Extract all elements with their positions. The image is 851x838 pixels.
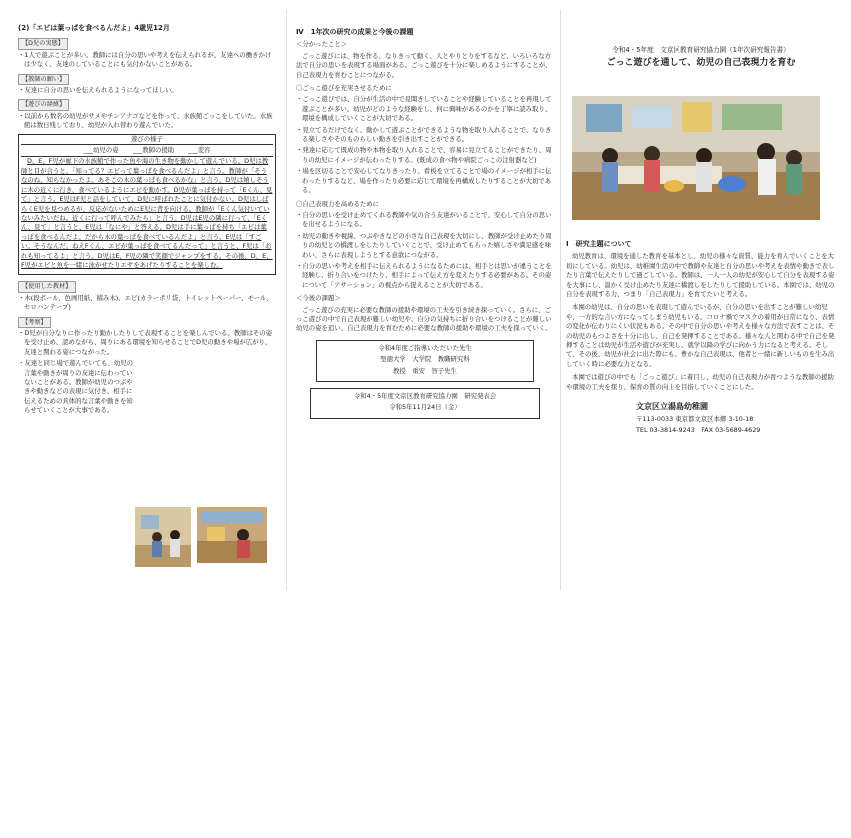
classroom-photo-1 [135,507,191,567]
presentation-box [310,388,540,419]
theme-paragraph-2: 本園の幼児は、自分の思いを表現して遊んでいるが、自分の思いを出すことが難しい幼児や、一方的な言い方になってしまう幼児もいる。コロナ禍でマスクの着用が日常になり、表情の変化が伝わりにくい状況もある。その中で自分の思いや考えを様々な方法で表すことは、その幼児のもつよさを十分に出し、自己を発揮することである。様々な人と関わる中で自己を発揮することは幼児が生活や遊びが充実し、就学以降の学びに向かう力になると考える。そして、その後、幼児が社会に出た際にも、豊かな自己表現は、他者と一緒に新しいものを生み出していく時に必要な力となる。 [566,303,835,368]
school-info [566,402,836,435]
future-text: ごっこ遊びの充実に必要な教師の援助や環境の工夫を引き続き探っていく。さらに、ごっこ遊びの中で自己表現が難しい幼児や、自分の気持ちに折り合いをつけることが難しい幼児の姿を追い、自己表現力を育むために必要な教師の援助や環境の工夫を探っていく。 [296,305,552,333]
legend [21,145,273,157]
future-heading: ＜今後の課題＞ [296,294,341,303]
kousatsu-text-1: ・D児が自分なりに作ったり動かしたりして表現することを楽しんでいる。教師はその姿を受け止め、認めながら、周りにある環境を知らせることでD児の動きや場が広がり、友達と関わる姿につながった。 [18,328,273,356]
advisor-affiliation: 聖徳大学 大学院 教職研究科 [380,355,470,364]
label-kousatsu: 【考察】 [18,317,51,328]
column-divider [286,10,287,590]
report-header: 令和4・5年度 文京区教育研究協力園（1年次研究報告書） [612,46,790,54]
enrich-item: ・見立てるだけでなく、動かして遊ぶことができるような物を取り入れることで、なりきる楽しさやそのものらしい動きを引き出すことができる。 [296,125,552,144]
expression-item: ・自分の思いや考えを相手に伝えられるようになるためには、相手とは思いが違うことを経験し、折り合いをつけたり、相手によって伝え方を変えたりする必要がある。その姿について「アサーション」の視点から捉えることが大切である。 [296,261,552,289]
report-title: ごっこ遊びを通して、幼児の自己表現力を育む [606,58,796,69]
play-episode-box [18,134,276,276]
results-title: Ⅳ 1年次の研究の成果と今後の課題 [296,28,414,36]
negai-text: ・友達に自分の思いを伝えられるようになってほしい。 [18,86,178,95]
legend-child: ___幼児の姿 [83,146,119,155]
advisor-name: 教授 重安 智子先生 [393,366,457,375]
presentation-date: 令和5年11月24日（金） [389,403,461,412]
jittai-text: ・1人で遊ぶことが多い。教師には自分の思いや考えを伝えられるが、友達への働きかけは少なく、友達のしていることにも気付かないことがある。 [18,50,272,69]
label-kyozai: 【使用した教材】 [18,281,76,292]
school-name: 文京区立湯島幼稚園 [636,402,708,412]
findings-heading: ＜分かったこと＞ [296,40,348,49]
legend-teacher: ___教師の援助 [132,146,175,155]
classroom-photo-2 [197,507,267,563]
advisor-box [316,340,534,382]
theme-section [566,238,836,838]
theme-heading: Ⅰ 研究主題について [566,240,632,248]
expression-item: ・幼児の動きや視線、つぶやきなどの小さな自己表現を大切にし、教師が受け止めたり周りの幼児との橋渡しをしたりしていくことで、受け止めてもらった嬉しさや満足感を味わい、さらに表現しようとする意欲につながる。 [296,231,552,259]
box-title: 遊びの様子 [21,135,273,145]
case-title: (2)「エビは葉っぱを食べるんだよ」4歳児12月 [18,24,170,32]
label-negai: 【教師の願い】 [18,74,69,85]
enrich-item: ・場を区切ることで安心してなりきったり、看板を立てることで場のイメージが相手に伝わったりするなど、場を作ったり必要に応じて環境を再構成したりすることが大切である。 [296,167,552,195]
enrich-item: ・ごっこ遊びでは、自分が生活の中で見聞きしていることや経験していることを再現して遊ぶことが多い。幼児がどのような経験をし、何に興味があるのかを丁寧に読み取り、環境を構成していくことが大切である。 [296,95,552,123]
findings-text: ごっこ遊びには、物を作る、なりきって動く、人とやりとりをするなど、いろいろな方法で自分の思いを表現する場面がある。ごっこ遊びを十分に楽しめるようにすることが、自己表現力を育むことにつながる。 [296,51,552,79]
expression-heading: 〇自己表現力を高めるために [296,199,380,208]
advisor-title: 令和4年度ご指導いただいた先生 [378,343,472,352]
enrich-heading: 〇ごっこ遊びを充実させるために [296,84,392,93]
classroom-main-photo [572,96,820,220]
expression-item: ・自分の思いを受け止めてくれる教師や気の合う友達がいることで、安心して自分の思いを出せるようになる。 [296,210,552,229]
keii-text: ・以前から数名の幼児がサメやチンアナゴなどを作って、水族館ごっこをしていた。水族館は数日残しており、幼児が入れ替わり遊んでいた。 [18,111,273,130]
middle-column [296,26,554,626]
label-jittai: 【D児の実態】 [18,38,68,49]
school-contact: TEL 03-3814-9243 FAX 03-5689-4629 [636,425,761,434]
theme-paragraph-1: 幼児教育は、環境を通した教育を基本とし、幼児の様々な資質、能力を育んでいくことを大切にしている。幼児は、幼稚園生活の中で教師や友達と自分の思いや考えを表情や動きで表したり言葉で伝えたりして過ごしている。教師は、一人一人の幼児が安心して自分を表現する姿を大事にし、温かく受け止めたり友達に橋渡しをしたりして援助している。本園では、幼児の自分を表現する力、つまり「自己表現力」を育てたいと考える。 [566,252,835,299]
legend-change: ___変容 [188,146,211,155]
column-divider [560,10,561,590]
kousatsu-text-2: ・友達と同じ場で遊んでいても、幼児の言葉や動きが周りの友達に伝わっていないことがある。教師が幼児のつぶやきや動きなどの表現に気付き、相手に伝えるための具体的な言葉や動きを知らせていくことが大事である。 [18,359,134,415]
school-address: 〒113-0033 東京都文京区本郷 3-10-18 [636,414,754,423]
kyozai-text: ・木(段ボール、色画用紙、積み木)、エビ(カラーポリ袋、トイレットペーパー、モール、セロハンテープ) [18,293,273,312]
theme-paragraph-3: 本園では遊びの中でも「ごっこ遊び」に着目し、幼児の自己表現力が育つような教師の援助や環境の工夫を探り、保育の質の向上を目指していくことにした。 [566,373,834,391]
enrich-item: ・発達に応じて既成の物や本物を取り入れることで、容易に見立てることができたり、周りの幼児にイメージが伝わったりする。(既成の食べ物や病院ごっこの注射器など) [296,146,552,164]
label-keii: 【遊びの経緯】 [18,99,69,110]
episode-text: D、E、F児が廊下の水族館で作った魚や海の生き物を動かして遊んでいる。D児は教師と目が合うと、「知ってる？エビって葉っぱを食べるんだよ」と言う。教師が「そうなのね、知らなかったよ。あそこの木の葉っぱも食べるかな」と言う。D児は嬉しそうに木の近くに行き、食べているようにエビを動かす。D児が葉っぱを持って「Eくん、見て」と言う。E児はF児と話をしていて、D児に呼ばれたことに気付かない。D児はしばらくE児を見つめるが、反応がないためにE児に背を向ける。教師が「Eくん気付いていないみたいだね。近くに行って呼んでみたら」と言う。D児はE児の隣に行って、「Eくん、見て」と言うと、E児は「なにや」と答える。D児は手に葉っぱを持ち「エビは葉っぱを食べるんだよ。だから木の葉っぱを食べているんだよ」と言う。E児は「すごい。そうなんだ。ねえFくん、エビが葉っぱを食べてるんだって」と言うと、F児は「おれも知ってるよ」と言う。D児はE、F児の隣で笑顔でジャンプをする。その後、D、E、F児がエビと魚を一緒に泳がせたりエサをあげたりすることを楽しむ。 [21,157,273,269]
presentation-title: 令和4・5年度文京区教育研究協力園 研究発表会 [353,392,497,400]
